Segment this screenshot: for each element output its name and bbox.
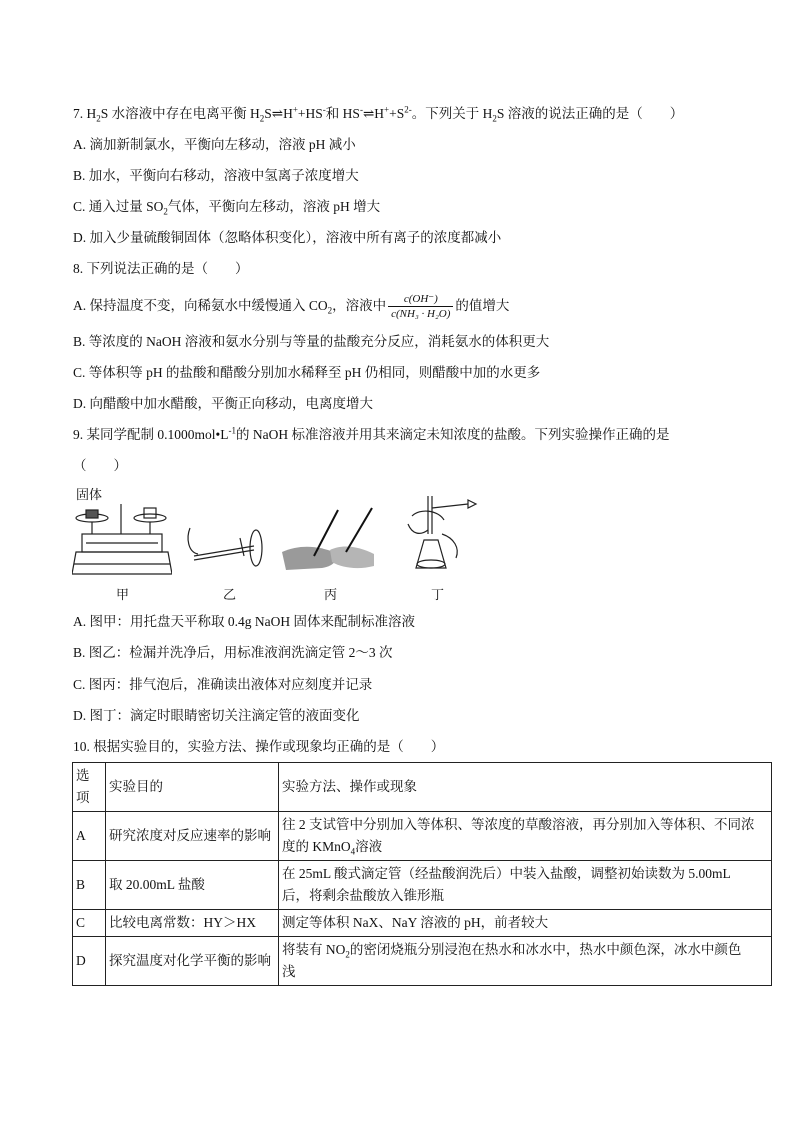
table-row	[73, 812, 772, 861]
table-header-option: 选项	[73, 763, 106, 812]
titration-figure	[398, 494, 482, 580]
q8-option-a: A. 保持温度不变，向稀氨水中缓慢通入 $CO_2$，溶液中 $\frac{c(OH^-)}{\text{c(NH₃ · H₂O)}}$ 的值增大	[73, 293, 510, 321]
figure-solid-label: 固体	[76, 487, 103, 502]
row-option-label: B	[73, 861, 106, 910]
concentration-fraction: $\frac{c(OH^-)}{\text{c(NH₃ · H₂O)}}$	[388, 292, 453, 321]
row-method: 在 25mL 酸式滴定管（经盐酸润洗后）中装入盐酸，调整初始读数为 5.00mL 后，将剩余盐酸放入锥形瓶	[279, 861, 772, 910]
q7-option-d: D. 加入少量硫酸铜固体（忽略体积变化），溶液中所有离子的浓度都减小	[73, 230, 502, 245]
table-row	[73, 937, 772, 986]
table-header-method: 实验方法、操作或现象	[279, 763, 772, 812]
row-goal: 比较电离常数：HY＞HX	[106, 910, 279, 937]
apparatus-figures	[68, 484, 488, 604]
row-option-label: D	[73, 937, 106, 986]
q8-option-c: C. 等体积等 pH 的盐酸和醋酸分别加水稀释至 pH 仍相同，则醋酸中加的水更多	[73, 365, 541, 380]
q8-option-b: B. 等浓度的 NaOH 溶液和氨水分别与等量的盐酸充分反应，消耗氨水的体积更大	[73, 334, 550, 349]
q8-stem: 8. 下列说法正确的是（ ）	[73, 261, 249, 276]
row-method: 测定等体积 NaX、NaY 溶液的 pH，前者较大	[279, 910, 772, 937]
table-row	[73, 861, 772, 910]
figure-label-ding: 丁	[431, 587, 445, 602]
row-option-label: A	[73, 812, 106, 861]
table-header-row	[73, 763, 772, 812]
q9-option-a: A. 图甲：用托盘天平称取 0.4g NaOH 固体来配制标准溶液	[73, 614, 415, 629]
row-goal: 取 20.00mL 盐酸	[106, 861, 279, 910]
row-method: 往 2 支试管中分别加入等体积、等浓度的草酸溶液，再分别加入等体积、不同浓 度的 KMnO$_4$溶液	[279, 812, 772, 861]
q7-option-c: C. 通入过量 $SO_2$气体，平衡向左移动，溶液 pH 增大	[73, 199, 381, 217]
row-goal: 探究温度对化学平衡的影响	[106, 937, 279, 986]
q7-stem: 7. $H_2S$ 水溶液中存在电离平衡 $H_2S\rightleftharpoons H^++HS^-$和 $HS^-\rightleftharpoons H^++S^{2-}$。下列关于 $H_2S$ 溶液的说法正确的是（ ）	[73, 104, 684, 124]
row-goal: 研究浓度对反应速率的影响	[106, 812, 279, 861]
figure-label-yi: 乙	[223, 587, 237, 602]
q8-option-d: D. 向醋酸中加水醋酸，平衡正向移动，电离度增大	[73, 396, 373, 411]
q7-option-a: A. 滴加新制氯水，平衡向左移动，溶液 pH 减小	[73, 137, 356, 152]
q7-option-b: B. 加水，平衡向右移动，溶液中氢离子浓度增大	[73, 168, 359, 183]
balance-figure	[72, 504, 172, 582]
row-option-label: C	[73, 910, 106, 937]
row-method: 将装有 $NO_2$的密闭烧瓶分别浸泡在热水和冰水中，热水中颜色深，冰水中颜色 浅	[279, 937, 772, 986]
q9-option-c: C. 图丙：排气泡后，准确读出液体对应刻度并记录	[73, 677, 373, 692]
q9-option-b: B. 图乙：检漏并洗净后，用标准液润洗滴定管 2～3 次	[73, 645, 393, 660]
q10-options-table	[72, 762, 772, 986]
table-header-goal: 实验目的	[106, 763, 279, 812]
q9-stem-blank: （ ）	[73, 458, 127, 473]
table-row	[73, 910, 772, 937]
q10-stem: 10. 根据实验目的，实验方法、操作或现象均正确的是（ ）	[73, 739, 445, 754]
burette-figure	[184, 518, 268, 578]
figure-label-jia: 甲	[116, 587, 130, 602]
hands-figure	[278, 506, 382, 580]
figure-label-bing: 丙	[324, 587, 338, 602]
q9-option-d: D. 图丁：滴定时眼睛密切关注滴定管的液面变化	[73, 708, 360, 723]
q9-stem: 9. 某同学配制 $0.1000mol•L^{-1}$的 NaOH 标准溶液并用其来滴定未知浓度的盐酸。下列实验操作正确的是	[73, 425, 670, 442]
